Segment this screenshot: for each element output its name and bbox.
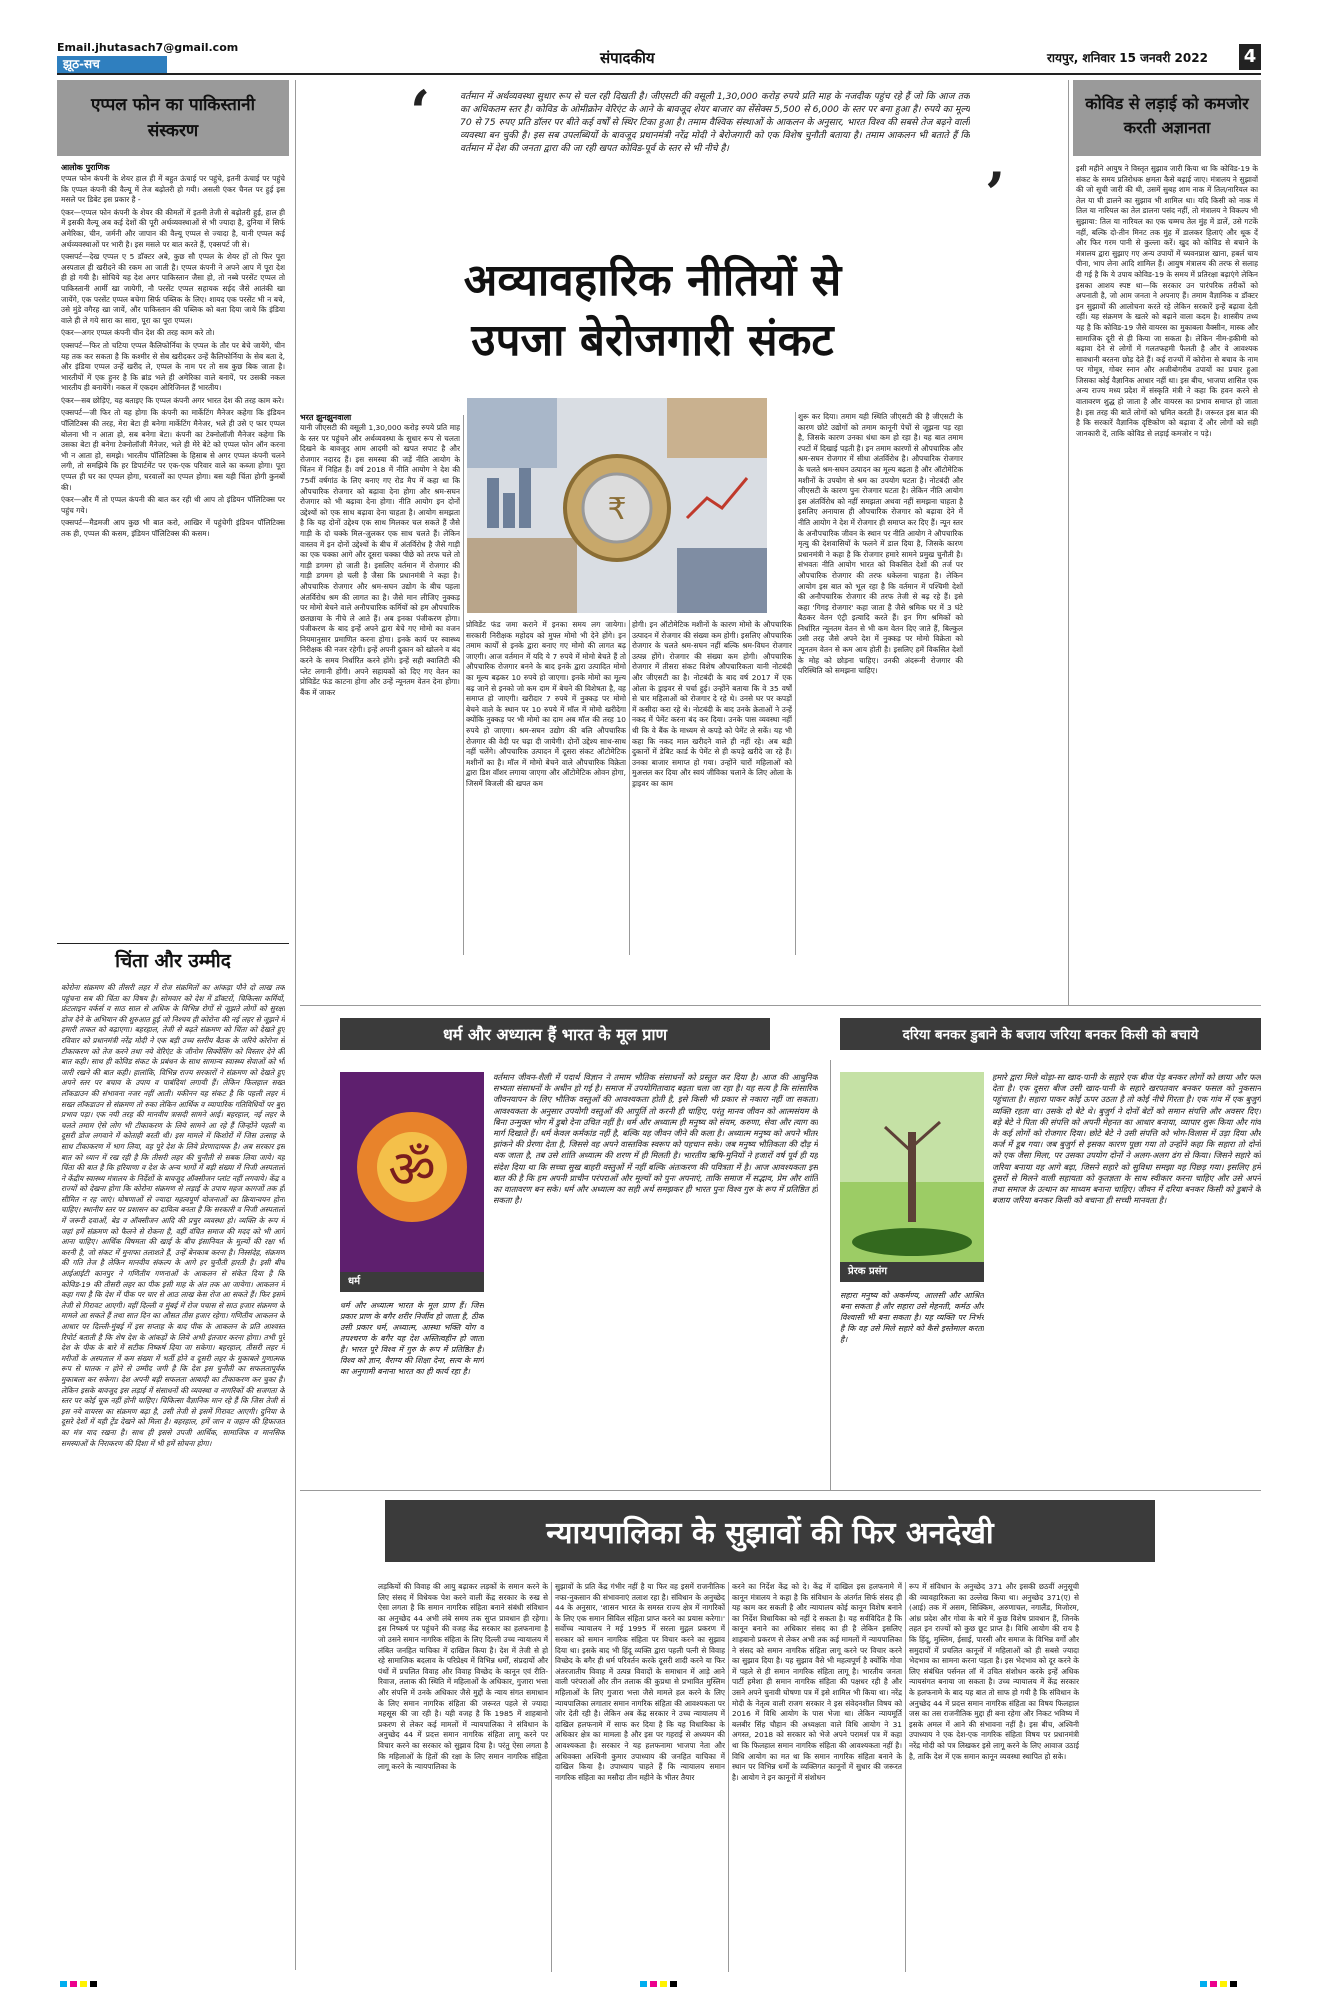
apple-body <box>61 174 285 904</box>
judiciary-col-4: रूप में संविधान के अनुच्छेद 371 और इसकी छठवीं अनुसूची की व्यावहारिकता का उल्लेख किया था। अनुच्छेद 371(ए) से (आई) तक में असम, सिक्किम, अरुणाचल, नगालैंड, मिजोरम, आंध्र प्रदेश और गोवा के बारे में कुछ विशेष प्रावधान हैं, जिनके तहत इन राज्यों को कुछ छूट प्राप्त है। विधि आयोग की राय है कि हिंदू, मुस्लिम, ईसाई, पारसी और समाज के विभिन्न वर्गों और समुदायों में प्रचलित कानूनों में महिलाओं को ही सबसे ज्यादा भेदभाव का सामना करना पड़ता है। इस भेदभाव को दूर करने के लिए संबंधित पर्सनल लॉ में उचित संशोधन करके इन्हें अधिक न्यायसंगत बनाया जा सकता है। उच्च न्यायालय में केंद्र सरकार के हलफनामे के बाद यह बात तो साफ हो गयी है कि संविधान के अनुच्छेद 44 में प्रदत्त समान नागरिक संहिता का विषय फिलहाल जस का तस राजनीतिक मुद्दा ही बना रहेगा और निकट भविष्य में इसके अमल में आने की संभावना नहीं है। इस बीच, अश्विनी उपाध्याय ने एक देश-एक नागरिक संहिता विषय पर प्रधानमंत्री नरेंद्र मोदी को पत्र लिखकर इसे लागू करने के लिए आवाज उठाई है, ताकि देश में एक समान कानून व्यवस्था स्थापित हो सके। <box>909 1582 1079 1761</box>
apple-para: एंकर—सब छोड़िए, यह बताइए कि एप्पल कंपनी अगर भारत देश की तरह काम करे। <box>61 395 285 405</box>
apple-para: एंकर—अगर एप्पल कंपनी चीन देश की तरह काम करे तो। <box>61 328 215 338</box>
lead-col-4: शुरू कर दिया। तमाम यही स्थिति जीएसटी की है जीएसटी के कारण छोटे उद्योगों को तमाम कानूनी पेचों से जूझना पड़ रहा है, जिसके कारण उनका धंधा कम हो रहा है। यह बात तमाम रपटों में दिखाई पड़ती है। इन तमाम कारणों से औपचारिक और श्रम-सघन रोजगार में सीधा अंतर्विरोध है। औपचारिक रोजगार के चलते श्रम-सघन उत्पादन का मूल्य बढ़ता है और ऑटोमेटिक मशीनों के उपयोग से श्रम का उपयोग घटता है। नोटबंदी और जीएसटी के कारण पुनः रोजगार घटता है। लेकिन नीति आयोग इस अंतर्विरोध को नहीं समझता अथवा नहीं समझना चाहता है इसलिए अनायास ही औपचारिक रोजगार को बढ़ावा देने में नीति आयोग ने देश में रोजगार ही समाप्त कर दिए हैं। न्यून स्तर के अनौपचारिक जीवन के स्थान पर नीति आयोग ने औपचारिक मृत्यु की देशवासियों के फलने में डाल दिया है, जिसके कारण प्रधानमंत्री ने कहा है कि रोजगार हमारे सामने प्रमुख चुनौती है। संभवतः नीति आयोग भारत को विकसित देशों की तर्ज पर औपचारिक रोजगार की तरफ धकेलना चाहता है। लेकिन आयोग इस बात को भूल रहा है कि वर्तमान में पश्चिमी देशों की अनौपचारिक रोजगार की तरफ तेजी से बढ़ रहे हैं। इसे कहा 'गिगइ रोजगार' कहा जाता है जैसे श्रमिक घर में 3 घंटे बैठकर वेतन एंट्री इत्यादि करते हैं। इन गिग श्रमिकों को निर्धारित न्यूनतम वेतन से भी कम वेतन दिए जाते हैं, बिल्कुल उसी तरह जैसे अपने देश में नुक्कड़ पर मोमो विक्रेता को न्यूनतम वेतन से कम आय होती है। इसलिए हमें विकसित देशों के मोह को छोड़ना चाहिए। उनकी अंदरूनी रोजगार की परिस्थिति को समझना चाहिए। <box>798 412 963 676</box>
lead-col-1: यानी जीएसटी की वसूली 1,30,000 करोड़ रुपये प्रति माह के स्तर पर पहुंचने और अर्थव्यवस्था के सुधार रूप से चलता दिखने के बावजूद आम आदमी को खपत सपाट है और रोजगार नदारद हैं। इस समस्या की जड़ें नीति आयोग के चिंतन में निहित हैं। वर्ष 2018 में नीति आयोग ने देश की 75वीं वर्षगांठ के लिए बनाए गए रोड मैप में कहा था कि औपचारिक रोजगार को बढ़ावा देना होगा और श्रम-सघन रोजगार को भी बढ़ावा देना होगा। नीति आयोग इन दोनों उद्देश्यों को एक साथ बढ़ावा देना चाहता है। आयोग समझता है कि यह दोनों उद्देश्य एक साथ मिलकर चल सकते हैं जैसे गाड़ी के दो चक्के मिल-जुलकर एक साथ चलते हैं। लेकिन वास्तव में इन दोनों उद्देश्यों के बीच में अंतर्विरोध है जैसे गाड़ी का एक चक्का आगे और दूसरा चक्का पीछे को तरफ चले तो गाड़ी डगमग हो जाती है। इसलिए वर्तमान में रोजगार की गाड़ी डगमग हो चली है जैसा कि प्रधानमंत्री ने कहा है। औपचारिक रोजगार और श्रम-सघन उद्योग के बीच पहला अंतर्विरोध श्रम की लागत का है। जैसे मान लीजिए नुक्कड़ पर मोमो बेचने वाले अनौपचारिक कर्मियों को हम औपचारिक छतछाया के नीचे ले आते हैं। अब इनका पंजीकरण होगा। पंजीकरण के बाद इन्हें अपने द्वारा बेचे गए मोमो का वजन नियमानुसार प्रमाणित करना होगा। इनके कार्य पर स्वास्थ्य निरीक्षक की नजर रहेगी। इन्हें अपनी दुकान को खोलने व बंद करने के समय निर्धारित करने होंगे। इन्हें सही क्वालिटी की प्लेट लगानी होंगी। अपने सहायकों को दिए गए वेतन का प्रोविडेंट फंड काटना होगा और उन्हें न्यूनतम वेतन देना होगा। बैंक में जाकर <box>300 423 460 697</box>
lead-quote: वर्तमान में अर्थव्यवस्था सुधार रूप से चल रही दिखती है। जीएसटी की वसूली 1,30,000 करोड़ रुपये प्रति माह के नजदीक पहुंच रहे हैं जो कि आज तक का अधिकतम स्तर है। कोविड के ओमीक्रोन वेरिएंट के आने के बावजूद शेयर बाजार का सेंसेक्स 5,500 से 6,000 के स्तर पर बना हुआ है। रुपये का मूल्य 70 से 75 रुपए प्रति डॉलर पर बीते कई वर्षों से स्थिर टिका हुआ है। तमाम वैश्विक संस्थाओं के आकलन के अनुसार, भारत विश्व की सबसे तेज बढ़ने वाली व्यवस्था बन चुकी है। इस सब उपलब्धियों के बावजूद प्रधानमंत्री नरेंद्र मोदी ने बेरोजगारी को एक विशेष चुनौती बताया है। तमाम आकलन भी बताते हैं कि वर्तमान में देश की जनता द्वारा की जा रही खपत कोविड-पूर्व के स्तर से भी नीचे है। <box>460 91 970 154</box>
masthead <box>0 0 1323 72</box>
apple-article <box>57 80 289 910</box>
lead-author: भरत झुनझुनवाला <box>300 413 352 422</box>
judiciary-col-1: लड़कियों की विवाह की आयु बढ़ाकर लड़कों के समान करने के लिए संसद में विधेयक पेश करने वाली केंद्र सरकार के रुख से ऐसा लगता है कि समान नागरिक संहिता बनाने संबंधी संविधान का अनुच्छेद 44 अभी लंबे समय तक सुप्त प्रावधान ही रहेगा। इस निष्कर्ष पर पहुंचने की वजह केंद्र सरकार का हलफनामा है जो उसने समान नागरिक संहिता के लिए दिल्ली उच्च न्यायालय में लंबित जनहित याचिका में दाखिल किया है। देश में तेजी से हो रहे सामाजिक बदलाव के परिप्रेक्ष्य में विभिन्न धर्मों, संप्रदायों और पंथों में प्रचलित विवाह और विवाह विच्छेद के कानून एवं रीति-रिवाज, तलाक की स्थिति में महिलाओं के अधिकार, गुजारा भत्ता और संपत्ति में उनके अधिकार जैसे मुद्दों के न्याय संगत समाधान के लिए समान नागरिक संहिता की जरूरत पहले से ज्यादा महसूस की जा रही है। यही वजह है कि 1985 में शाहबानो प्रकरण से लेकर कई मामलों में न्यायपालिका ने संविधान के अनुच्छेद 44 में प्रदत्त समान नागरिक संहिता लागू करने पर विचार करने का सरकार को सुझाव दिया है। परंतु ऐसा लगता है कि महिलाओं के हितों की रक्षा के लिए समान नागरिक संहिता लागू करने के न्यायपालिका के <box>378 1582 548 1772</box>
apple-para: एक्सपर्ट—फिर तो चटिया एप्पल कैलिफोर्निया के एप्पल के तौर पर बेचे जायेंगे, चीन यह तक कर सकता है कि कश्मीर से सेब खरीदकर उन्हें कैलिफोर्निया के सेब बता दे, और इंडिया एप्पल उन्हें खरीद ले, एप्पल के नाम पर तो सब कुछ बिक जाता है। भारतीयों में एक हुनर है कि ब्रांड भले ही अमेरिका वाले बनायें, पर उसकी नकल भारतीय ही बनायेंगे। नकल में एकदम ओरिजिनल हैं भारतीय। <box>61 340 285 393</box>
print-registration-marks <box>0 1979 1323 1989</box>
quote-close-mark: ’ <box>985 160 1006 228</box>
svg-text:₹: ₹ <box>607 492 627 527</box>
logo: झूठ-सच <box>57 56 167 73</box>
dharm-caption: धर्म और अध्यात्म भारत के मूल प्राण हैं। जिस प्रकार प्राण के बगैर शरीर निर्जीव हो जाता है, ठीक उसी प्रकार धर्म, अध्यात्म, आस्था भक्ति योग व तपश्चरण के बगैर यह देश अस्तित्वहीन हो जाता है। भारत पूरे विश्व में गुरु के रूप में प्रतिष्ठित है। विश्व को ज्ञान, वैराग्य की शिक्षा देना, सत्य के मार्ग का अनुगामी बनाना भारत का ही कार्य रहा है। <box>340 1301 484 1376</box>
dariya-body: हमारे द्वारा मिले थोड़ा-सा खाद-पानी के सहारे एक बीज पेड़ बनकर लोगों को छाया और फल देता है। एक दूसरा बीज उसी खाद-पानी के सहारे खरपतवार बनकर फसल को नुकसान पहुंचाता है। सहारा पाकर कोई ऊपर उठता है तो कोई नीचे गिरता है। एक गांव में एक बुजुर्ग व्यक्ति रहता था। उसके दो बेटे थे। बुजुर्ग ने दोनों बेटों को समान संपत्ति और अवसर दिए। बड़े बेटे ने पिता की संपत्ति को अपनी मेहनत का आधार बनाया, व्यापार शुरू किया और गांव के कई लोगों को रोजगार दिया। छोटे बेटे ने उसी संपत्ति को भोग-विलास में उड़ा दिया और कर्ज में डूब गया। जब बुजुर्ग से इसका कारण पूछा गया तो उन्होंने कहा कि सहारा तो दोनों को एक जैसा मिला, पर उसका उपयोग दोनों ने अलग-अलग ढंग से किया। जिसने सहारे को जरिया बनाया वह आगे बढ़ा, जिसने सहारे को सुविधा समझा वह पिछड़ गया। इसलिए हमें दूसरों से मिलने वाली सहायता को कृतज्ञता के साथ स्वीकार करना चाहिए और उसे अपने तथा समाज के उत्थान का माध्यम बनाना चाहिए। जीवन में दरिया बनकर किसी को डुबाने के बजाय जरिया बनकर किसी को बचाना ही सच्ची मानवता है। <box>992 1072 1261 1206</box>
om-illustration <box>340 1072 484 1272</box>
dariya-banner: दरिया बनकर डुबाने के बजाय जरिया बनकर किसी को बचाये <box>840 1018 1261 1050</box>
lead-headline-line1: अव्यावहारिक नीतियों से <box>463 255 842 306</box>
dateline: रायपुर, शनिवार 15 जनवरी 2022 <box>1047 51 1208 65</box>
dariya-image-label: प्रेरक प्रसंग <box>840 1262 984 1282</box>
judiciary-col-2: सुझावों के प्रति केंद्र गंभीर नहीं है या फिर वह इसमें राजनीतिक नफा-नुकसान की संभावनाएं तलाश रहा है। संविधान के अनुच्छेद 44 के अनुसार, 'शासन भारत के समस्त राज्य क्षेत्र में नागरिकों के लिए एक समान सिविल संहिता प्राप्त करने का प्रयास करेगा।' सर्वोच्च न्यायालय ने मई 1995 में सरला मुद्गल प्रकरण में सरकार को समान नागरिक संहिता पर विचार करने का सुझाव दिया था। इसके बाद भी हिंदू व्यक्ति द्वारा पहली पत्नी से विवाह विच्छेद के बगैर ही धर्म परिवर्तन करके दूसरी शादी करने या फिर अंतरजातीय विवाह में उत्पन्न विवादों के समाधान में आड़े आने वाली परंपराओं और तीन तलाक की कुप्रथा से प्रभावित मुस्लिम महिलाओं के लिए गुजारा भत्ता जैसे मामले हल करने के लिए न्यायपालिका लगातार समान नागरिक संहिता की आवश्यकता पर जोर देती रही है। लेकिन अब केंद्र सरकार ने उच्च न्यायालय में दाखिल हलफनामे में साफ कर दिया है कि यह विधायिका के अधिकार क्षेत्र का मामला है और इस पर गहराई से अध्ययन की आवश्यकता है। सरकार ने यह हलफनामा भाजपा नेता और अधिवक्ता अश्विनी कुमार उपाध्याय की जनहित याचिका में दाखिल किया है। उपाध्याय चाहते हैं कि न्यायालय समान नागरिक संहिता का मसौदा तीन महीने के भीतर तैयार <box>555 1582 725 1782</box>
apple-title: एप्पल फोन का पाकिस्तानी संस्करण <box>57 80 289 156</box>
svg-text:ॐ: ॐ <box>388 1140 436 1200</box>
chinta-body: कोरोना संक्रमण की तीसरी लहर में रोज संक्रमितों का आंकड़ा पौने दो लाख तक पहुंचना सब की चिंता का विषय है। सोमवार को देश में डॉक्टरों, चिकित्सा कर्मियों, फ्रंटलाइन वर्कर्स व साठ साल से अधिक के विभिन्न रोगों से जूझते लोगों को सुरक्षा डोज देने के अभियान की शुरुआत हुई जो निश्चय ही कोरोना की नई लहर से जूझने में हमारी ताकत को बढ़ाएगा। बहरहाल, तेजी से बढ़ते संक्रमण को चिंता को देखते हुए रविवार को प्रधानमंत्री नरेंद्र मोदी ने एक बड़ी उच्च स्तरीय बैठक के जरिये कोरोना से टीकाकरण को तेज करने तथा नये वेरिएंट के जीनोम सिक्वेंसिंग को विस्तार देने की बात कही। साथ ही कोविड संकट के प्रबंधन के साथ सामान्य स्वास्थ्य सेवाओं को भी जारी रखने की बात कही। हालांकि, विभिन्न राज्य सरकारों ने संक्रमण को देखते हुए अपने स्तर पर बचाव के उपाय व पाबंदियां लगायी हैं। लेकिन फिलहाल सख्त लॉकडाउन की संभावना नजर नहीं आती। यकीनन यह संकट है कि पहली लहर में सख्त लॉकडाउन से संक्रमण तो रुका लेकिन आर्थिक व व्यापारिक गतिविधियों पर बुरा प्रभाव पड़ा। एक नयी तरह की मानवीय त्रासदी सामने आई। बहरहाल, नई लहर के चलते तमाम ऐसे लोग भी टीकाकरण के लिये सामने आ रहे हैं जिन्होंने पहली या दूसरी डोज लगवाने में कोताही बरती थी। इस मामले में किशोरों में जिस उत्साह के साथ टीकाकरण में भाग लिया, वह पूरे देश के लिये प्रेरणादायक है। अब सरकार इस बात को ध्यान में रख रही है कि तीसरी लहर की चुनौती से सबक लिया जाये। यह चिंता की बात है कि हरियाणा व देश के अन्य भागों में बड़ी संख्या में निजी अस्पतालों ने केंद्रीय स्वास्थ्य मंत्रालय के निर्देशों के बावजूद ऑक्सीजन प्लांट नहीं लगवाये। केंद्र व राज्यों को देखना होगा कि कोरोना संक्रमण से लड़ाई के उपाय महज कागजों तक ही सीमित न रह जाएं। घोषणाओं से ज्यादा महत्वपूर्ण योजनाओं का क्रियान्वयन होना चाहिए। स्थानीय स्तर पर प्रशासन का दायित्व बनता है कि सरकारी व निजी अस्पतालों में जरूरी दवाओं, बेड व ऑक्सीजन आदि की प्रचुर व्यवस्था हो। व्यक्ति के रूप में जहां हमें संक्रमण को फैलने से रोकना है, वहीं वंचित समाज की मदद को भी आगे आना चाहिए। आर्थिक विषमता की खाई के बीच इंसानियत के मूल्यों की रक्षा भी करनी है, जो संकट में मुनाफा तलाशते हैं, उन्हें बेनकाब करना है। निस्संदेह, संक्रमण की गति तेज है लेकिन मानवीय संकल्प के आगे हर चुनौती हारती है। इसी बीच आईआईटी कानपुर ने गणितीय गणनाओं के आकलन से संकेत दिया है कि कोविड-19 की तीसरी लहर का पीक इसी माह के अंत तक आ जायेगा। आकलन में कहा गया है कि देश में पीक पर चार से आठ लाख केस रोज आ सकते हैं। फिर इसमें तेजी से गिरावट आएगी। वहीं दिल्ली व मुंबई में रोज पचास से साठ हजार संक्रमण के मामले आ सकते हैं तथा सात दिन का औसत तीस हजार रहेगा। गणितीय आकलन के आधार पर दिल्ली-मुंबई में इस सप्ताह के बाद पीक के आकलन के प्रति आश्वस्त रिपोर्ट बताती है कि शेष देश के आंकड़ों के लिये अभी इंतजार करना होगा। तभी पूरे देश के पीक के बारे में सटीक निष्कर्ष दिया जा सकेगा। बहरहाल, तीसरी लहर में मरीजों के अस्पताल में कम संख्या में भर्ती होने व दूसरी लहर के मुकाबले गुणात्मक रूप से घातक न होने से उम्मीद जगी है कि देश इस चुनौती का सफलतापूर्वक मुकाबला कर सकेगा। देश अपनी बड़ी सफलता आबादी का टीकाकरण कर चुका है। लेकिन इसके बावजूद इस लड़ाई में संसाधनों की व्यवस्था व नागरिकों की सजगता के स्तर पर कोई चूक नहीं होनी चाहिए। चिकित्सा वैज्ञानिक मान रहे हैं कि जिस तेजी से इस नये वायरस का संक्रमण बढ़ा है, उसी तेजी से इसमें गिरावट आएगी। दुनिया के दूसरे देशों में यही ट्रेंड देखने को मिला है। बहरहाल, हमें जान व जहान की हिफाजत का मंत्र याद रखना है। साथ ही इससे उपजी आर्थिक, सामाजिक व मानसिक समस्याओं के निराकरण की दिशा में भी हमें सोचना होगा। <box>61 983 285 1448</box>
judiciary-col-3: करने का निर्देश केंद्र को दे। केंद्र में दाखिल इस हलफनामे में कानून मंत्रालय ने कहा है कि संविधान के अंतर्गत सिर्फ संसद ही यह काम कर सकती है और न्यायालय कोई कानून विशेष बनाने का निर्देश विधायिका को नहीं दे सकता है। यह सर्वविदित है कि कानून बनाने का अधिकार संसद का ही है लेकिन इसलिए शाहबानो प्रकरण से लेकर अभी तक कई मामलों में न्यायपालिका ने संसद को समान नागरिक संहिता लागू करने पर विचार करने का सुझाव दिया है। यह सुझाव वैसे भी महत्वपूर्ण है क्योंकि गोवा में पहले से ही समान नागरिक संहिता लागू है। भारतीय जनता पार्टी हमेशा ही समान नागरिक संहिता की पक्षधर रही है और उसने अपने चुनावी घोषणा पत्र में इसे शामिल भी किया था। नरेंद्र मोदी के नेतृत्व वाली राजग सरकार ने इस संवेदनशील विषय को 2016 में विधि आयोग के पास भेजा था। लेकिन न्यायमूर्ति बलबीर सिंह चौहान की अध्यक्षता वाले विधि आयोग ने 31 अगस्त, 2018 को सरकार को भेजे अपने परामर्श पत्र में कहा था कि फिलहाल समान नागरिक संहिता की आवश्यकता नहीं है। विधि आयोग का मत था कि समान नागरिक संहिता बनाने के स्थान पर विभिन्न धर्मों के व्यक्तिगत कानूनों में सुधार की जरूरत है। आयोग ने इन कानूनों में संशोधन <box>732 1582 902 1782</box>
dharm-body: वर्तमान जीवन-शैली में पदार्थ विज्ञान ने तमाम भौतिक संसाधनों को प्रस्तुत कर दिया है। आज की आधुनिक सभ्यता संसाधनों के अधीन हो गई है। समाज में उपयोगितावाद बढ़ता चला जा रहा है। यह सत्य है कि सांसारिक जीवनयापन के लिए भौतिक वस्तुओं की आवश्यकता होती है, इसे किसी भी प्रकार से नकारा नहीं जा सकता। आवश्यकता के अनुसार उपयोगी वस्तुओं की आपूर्ति तो करनी ही चाहिए, परंतु मानव जीवन को आत्मसंयम के बिना उन्मुक्त भोग में डुबो देना उचित नहीं है। धर्म और अध्यात्म ही मनुष्य को संयम, करुणा, सेवा और त्याग का मार्ग दिखाते हैं। धर्म केवल कर्मकांड नहीं है, बल्कि यह जीवन जीने की कला है। अध्यात्म मनुष्य को अपने भीतर झांकने की प्रेरणा देता है, जिससे वह अपने वास्तविक स्वरूप को पहचान सके। जब मनुष्य भौतिकता की दौड़ में थक जाता है, तब उसे शांति अध्यात्म की शरण में ही मिलती है। भारतीय ऋषि-मुनियों ने हजारों वर्ष पूर्व ही यह संदेश दिया था कि सच्चा सुख बाहरी वस्तुओं में नहीं बल्कि अंतःकरण की पवित्रता में है। आज आवश्यकता इस बात की है कि हम अपनी प्राचीन परंपराओं और मूल्यों को पुनः अपनाएं, ताकि समाज में सद्भाव, प्रेम और शांति का वातावरण बन सके। धर्म और अध्यात्म का सही अर्थ समझकर ही भारत पुनः विश्व गुरु के रूप में प्रतिष्ठित हो सकता है। <box>493 1072 818 1206</box>
apple-para: एक्सपर्ट—जी फिर तो यह होगा कि कंपनी का मार्केटिंग मैनेजर कहेगा कि इंडियन पॉलिटिक्स की तरह, मेरा बेटा ही बनेगा मार्केटिंग मैनेजर, भले ही उसे ए फार एप्पल बोलना भी न आता हो, सब बनेगा बेटा। कंपनी का टेक्नोलॉजी मैनेजर कहेगा कि उसका बेटा ही बनेगा टेक्नोलॉजी मैनेजर, भले ही मेरे बेटे को एप्पल फोन ऑन करना भी न आता हो, समझे। भारतीय पॉलिटिक्स के हिसाब से अगर एप्पल कंपनी चलने लगी, तो समझिये कि हर डिपार्टमेंट पर एक-एक परिवार वाले का कब्जा होगा। पूरा एप्पल ही घर का एप्पल होगा, घरवालों का एप्पल होगा। बस यही चिंता होगी कुनबों की। <box>61 408 285 492</box>
apple-para: एक्सपर्ट—देख एप्पल ए 5 डॉक्टर अबे, कुछ सौ एप्पल के शेयर हों तो फिर पूरा अस्पताल ही खरीदने की रकम आ जाती है। एप्पल कंपनी ने अपने आप में पूरा देश ही हो गयी है। सोचिये यह देश अगर पाकिस्तान जैसा हो, तो नब्बे परसेंट एप्पल तो पाकिस्तानी आर्मी खा जायेगी, नौ परसेंट एप्पल सहायक सईद जैसे आतंकी खा जायेंगे, एक परसेंट एप्पल बचेगा सिर्फ पब्लिक के लिए। शायद एक परसेंट भी न बचे, उसे मुंडे वगैरह खा जायें, और पाकिस्तान की पब्लिक को बता दिया जाये कि इंडिया वाले ही ले गये सारा का सारा, पूरा का पूरा एप्पल। <box>61 252 285 325</box>
dariya-image <box>840 1072 984 1282</box>
chinta-article <box>57 943 289 1963</box>
quote-open-mark: ‘ <box>410 78 431 146</box>
apple-para: एप्पल फोन कंपनी के शेयर हाल ही में बहुत ऊंचाई पर पहुंचे, इतनी ऊंचाई पर पहुंचे कि एप्पल कंपनी की वैल्यू में तेज बढ़ोतरी हो गयी। असली एंकर चैनल पर हुई इस मसले पर डिबेट इस प्रकार है - <box>61 174 285 205</box>
covid-body: इसी महीने आयुष ने विस्तृत सुझाव जारी किया था कि कोविड-19 के संकट के समय प्रतिरोधक क्षमता कैसे बढ़ाई जाए। मंत्रालय ने सुझावों की जो सूची जारी की थी, उसमें सुबह शाम नाक में तिल/नारियल का तेल या घी डालने का सुझाव भी शामिल था। यदि किसी को नाक में तिल या नारियल का तेल डालना पसंद नहीं, तो मंत्रालय ने विकल्प भी सुझाया: तिल या नारियल का एक चम्मच तेल मुंह में डालें, उसे गटकें नहीं, बल्कि दो-तीन मिनट तक मुंह में डालकर हिलाएं और थूक दें और फिर गरम पानी से कुल्ला करें। खुद को कोविड से बचाने के मंत्रालय द्वारा सुझाए गए अन्य उपायों में च्यवनप्राश खाना, हबर्ल चाय पीना, भाप लेना आदि शामिल हैं। आयुष मंत्रालय की तरफ से सलाह दी गई है कि ये उपाय कोविड-19 के समय में प्रतिरक्षा बढ़ाएंगे लेकिन इसका आशय स्पष्ट था—कि सरकार उन पारंपरिक तरीकों को अपनाती है, जो आम जनता ने अपनाए हैं। तमाम वैज्ञानिक व डॉक्टर इन सुझावों की आलोचना करते रहे लेकिन सरकारें इन्हें बढ़ावा देती रहीं। यह संक्रमण के खतरे को बढ़ाने वाला कदम है। शास्त्रीय तथ्य यह है कि कोविड-19 जैसे वायरस का मुकाबला वैक्सीन, मास्क और सामाजिक दूरी से ही किया जा सकता है। लेकिन नीम-हकीमी को बढ़ावा देने से लोगों में गलतफहमी फैलती है और वे आवश्यक सावधानी बरतना छोड़ देते हैं। कई राज्यों में कोरोना से बचाव के नाम पर गोमूत्र, गोबर स्नान और अजीबोगरीब उपायों का प्रचार हुआ जिसका कोई वैज्ञानिक आधार नहीं था। इस बीच, भाजपा शासित एक अन्य राज्य मध्य प्रदेश में संस्कृति मंत्री ने कहा कि हवन करने से वातावरण शुद्ध हो जाता है और वायरस का प्रभाव समाप्त हो जाता है। इस तरह की बातें लोगों को भ्रमित करती हैं। जरूरत इस बात की है कि सरकारें वैज्ञानिक दृष्टिकोण को बढ़ावा दें और लोगों को सही जानकारी दें, ताकि कोविड से लड़ाई कमजोर न पड़े। <box>1076 164 1258 438</box>
lead-headline <box>300 255 1005 367</box>
section-title: संपादकीय <box>600 49 655 67</box>
apple-para: एंकर—और मैं तो एप्पल कंपनी की बात कर रही थी आप तो इंडियन पॉलिटिक्स पर पहुंच गये। <box>61 495 285 515</box>
collage-illustration <box>467 398 767 613</box>
page-number: 4 <box>1239 44 1261 70</box>
dharm-image <box>340 1072 484 1292</box>
dharm-banner: धर्म और अध्यात्म हैं भारत के मूल प्राण <box>340 1018 770 1050</box>
apple-para: एक्सपर्ट—मैडमजी आप कुछ भी बात करो, आखिर में पहुंचेगी इंडियन पॉलिटिक्स तक ही, एप्पल की कसम, इंडियन पॉलिटिक्स की कसम। <box>61 518 285 538</box>
dharm-image-label: धर्म <box>340 1272 484 1292</box>
judiciary-banner: न्यायपालिका के सुझावों की फिर अनदेखी <box>385 1500 1155 1562</box>
covid-title: कोविड से लड़ाई को कमजोर करती अज्ञानता <box>1073 80 1261 156</box>
covid-article <box>1073 80 1261 960</box>
chinta-title: चिंता और उम्मीद <box>115 950 231 972</box>
tree-illustration <box>840 1072 984 1262</box>
apple-author: आलोक पुराणिक <box>61 163 110 172</box>
lead-col-3: होगी। इन ऑटोमेटिक मशीनों के कारण मोमो के औपचारिक उत्पादन में रोजगार की संख्या कम होगी। इसलिए औपचारिक रोजगार के चलते श्रम-सघन नहीं बल्कि श्रम-विघन रोजगार उत्पन्न होंगे। रोजगार की संख्या कम होगी। औपचारिक रोजगार में तीसरा संकट विशेष औपचारिकता यानी नोटबंदी और जीएसटी का है। नोटबंदी के बाद वर्ष 2017 में एक ओला के ड्राइवर से चर्चा हुई। उन्होंने बताया कि वे 35 वर्षों से चार महिलाओं को रोजगार दे रहे थे। उनसे घर पर कपड़ों में कसीदा करा रहे थे। नोटबंदी के बाद उनके क्रेताओं ने उन्हें नकद में पेमेंट करना बंद कर दिया। उनके पास व्यवस्था नहीं थी कि वे बैंक के माध्यम से कपड़े को पेमेंट ले सकें। यह भी कहा कि नकद माल खरीदने वाले ही नहीं रहे। अब बड़ी दुकानों में डेबिट कार्ड के पेमेंट से ही कपड़े खरीदे जा रहे हैं। उनका बाजार समाप्त हो गया। उन्होंने चारों महिलाओं को मुअत्तल कर दिया और स्वयं जीविका चलाने के लिए ओला के ड्राइवर का काम <box>632 620 792 788</box>
lead-col-2: प्रोविडेंट फंड जमा कराने में इनका समय लग जायेगा। सरकारी निरीक्षक महोदय को मुफ्त मोमो भी देने होंगे। इन तमाम कार्यों से इनके द्वारा बनाए गए मोमो की लागत बढ़ जाएगी। आज वर्तमान में यदि ये 7 रुपये में मोमो बेचते हैं तो औपचारिक रोजगार बनने के बाद इनके द्वारा उत्पादित मोमो का मूल्य बढ़कर 10 रुपये हो जाएगा। इनके मोमो का मूल्य बढ़ जाने से इनको जो कम दाम में बेचने की विशेषता है, वह समाप्त हो जाएगी। खरीदार 7 रुपये में नुक्कड़ पर मोमो बेचने वाले के स्थान पर 10 रुपये में मॉल में मोमो खरीदेगा क्योंकि नुक्कड़ पर भी मोमो का दाम अब मॉल की तरह 10 रुपये हो जाएगा। श्रम-सघन उद्योग की बलि औपचारिक रोजगार की वेदी पर चढ़ा दी जायेगी। दोनों उद्देश्य साथ-साथ नहीं चलेंगे। औपचारिक उत्पादन में दूसरा संकट ऑटोमेटिक मशीनों का है। मॉल में मोमो बेचने वाले औपचारिक विक्रेता द्वारा डिश वॉशर लगाया जाएगा और ऑटोमेटिक ओवन होगा, जिसमें बिजली की खपत कम <box>466 620 626 788</box>
lead-headline-line2: उपजा बेरोजगारी संकट <box>471 315 834 366</box>
dariya-caption: सहारा मनुष्य को अकर्मण्य, आलसी और आश्रित बना सकता है और सहारा उसे मेहनती, कर्मठ और विश्वासी भी बना सकता है। यह व्यक्ति पर निर्भर है कि वह उसे मिले सहारे को कैसे इस्तेमाल करता है। <box>840 1291 984 1344</box>
apple-para: एंकर—एप्पल फोन कंपनी के शेयर की कीमतों में इतनी तेजी से बढ़ोतरी हुई, हाल ही में इसकी वैल्यू अब कई देशों की पूरी अर्थव्यवस्थाओं से भी ज्यादा है, दुनिया में सिर्फ अमेरिका, चीन, जर्मनी और जापान की वैल्यू एप्पल से ज्यादा है, यानी एप्पल कई अर्थव्यवस्थाओं पर भारी है। इस मसले पर बात करते हैं, एक्सपर्ट जी से। <box>61 207 285 249</box>
lead-image <box>467 398 767 613</box>
email-text: Email.jhutasach7@gmail.com <box>57 41 239 54</box>
